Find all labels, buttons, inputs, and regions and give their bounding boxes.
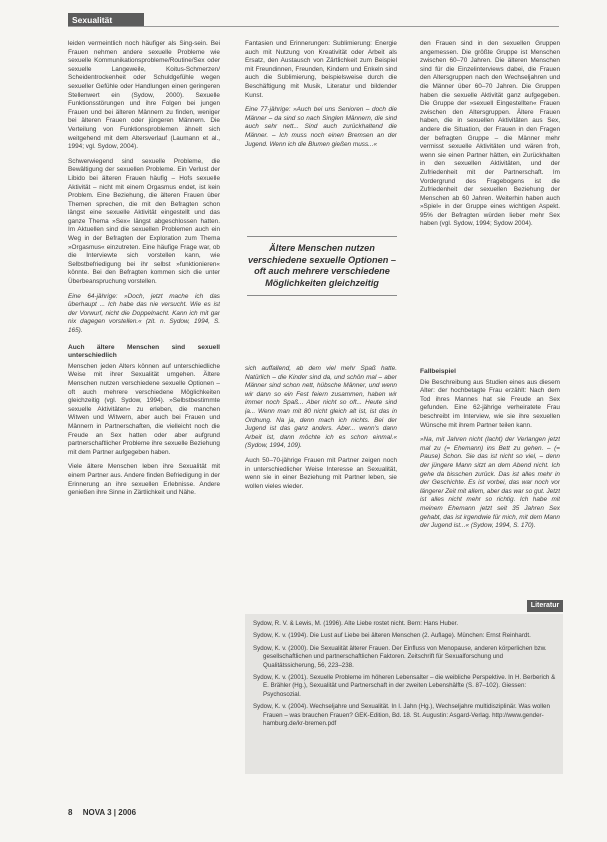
reference: Sydow, R. V. & Lewis, M. (1996). Alte Liebe rostet nicht. Bern: Hans Huber.	[253, 620, 459, 627]
column-2-top	[245, 40, 397, 260]
paragraph: Schwerwiegend sind sexuelle Probleme, die Bewältigung der sexuellen Probleme. Ein Verlust der Libido bei älteren Frauen häufig – Hofs sexuelle Aktivität – nicht mit einem Orgasmus endet, ist kein Problem. Eine Beziehung, die älteren Frauen über Themen sprechen, die mit den Befragten schon längst eine sexuelle Aktivität eingestellt und das ganze Thema »Sex« längst abgeschlossen hatten. Im Aktuellen sind die sexuellen Problemen auch ein Weg in der Befragten der Exploration zum Thema »Orgasmus« einzutreten. Eine häufige Frage war, ob die Interviewte sich vorstellen kann, wie Selbstbefriedigung bei ihr selbst »funktionieren« könnte. Bei den Befragten kommen sich die unter Überbeanspruchung vorstellen.	[68, 157, 220, 286]
subheading: Auch ältere Menschen sind sexuell unterschiedlich	[68, 343, 220, 360]
subheading: Fallbeispiel	[420, 368, 456, 375]
literature-box	[245, 614, 563, 774]
paragraph: Viele ältere Menschen leben ihre Sexualität mit einem Partner aus. Andere finden Befriedigung in der Erinnerung an ihre sexuellen Erlebnisse. Andere genießen ihre Sinne in Zärtlichkeit und Nähe.	[68, 463, 220, 497]
paragraph: Auch 50–70-jährige Frauen mit Partner zeigen noch in unterschiedlicher Weise Interesse an Sexualität, wenn sie in einer Beziehung mit Partner leben, sie wollen vieles wieder.	[245, 456, 397, 490]
interview-quote: »Na, mit Jahren nicht (lacht) der Verlangen jetzt mal zu (= Ehemann) ins Bett zu gehen. – (= Pause) Schon. Sie das ist nicht so viel, – denn der jüngere Mann sitzt an dem Abend nicht. Ich gehe da bisschen zurück. Das ist alles mehr in der Geschichte. Es ist vorbei, das war noch vor längerer Zeit mit allem, aber das war so gut. Jetzt ist alles nicht mehr so richtig. Ich habe mit meinem Ehemann jetzt seit 35 Jahren Sex gehabt, das ist irgendwie für mich, mit dem Mann der Jugend ist...« (Sydow, 1994, S. 170).	[420, 436, 560, 530]
interview-quote: Eine 64-jährige: »Doch, jetzt mache ich das überhaupt ... Ich habe das nie versucht. Wie es ist der Vorwurf, nicht die Doppelnacht. Kann ich mit gar nix dagegen vorstellen.« (zit. n. Sydow, 1994, S. 165).	[68, 292, 220, 334]
pull-quote: Ältere Menschen nutzen verschiedene sexuelle Optionen – oft auch mehrere verschiedene Möglichkeiten gleichzeitig	[247, 236, 397, 296]
page-number: 8	[68, 808, 73, 817]
interview-quote: Eine 77-jährige: »Auch bei uns Senioren – doch die Männer – da sind so nach Singlen Männern, die sind auch sehr nett... Sind auch zurückhaltend die Männer. – Ich muss noch einen Bremsen an der Jugend. Wenn ich die Blumen gießen muss...«	[245, 106, 397, 148]
paragraph: Die Beschreibung aus Studien eines aus diesem Alter: der hochbetagte Frau erzählt: Nach dem Tod ihres Mannes hat sie Freude an Sex gefunden. Eine 62-jährige verheiratete Frau beschreibt im Interview, wie sie ihre sexuellen Wünsche mit ihrem Partner teilen kann.	[420, 378, 560, 429]
magazine-issue: NOVA 3 | 2006	[82, 808, 137, 817]
reference: Sydow, K. v. (1994). Die Lust auf Liebe bei älteren Menschen (2. Auflage). München: Ernst Reinhardt.	[253, 632, 531, 640]
section-tag: Sexualität	[68, 13, 144, 27]
column-1	[68, 40, 220, 790]
reference: Sydow, K. v. (2004). Wechseljahre und Sexualität. In I. Jahn (Hg.), Wechseljahre multidisziplinär. Was wollen Frauen – was brauchen Frauen? GEK-Edition, Bd. 18. St. Augustin: Asgard-Verlag. http://www.gender-hamburg.de/kr-bremen.pdf	[253, 703, 550, 728]
page-footer	[68, 808, 136, 817]
reference: Sydow, K. v. (2000). Die Sexualität älterer Frauen. Der Einfluss von Menopause, anderen körperlichen bzw. gesellschaftlichen und partnerschaftlichen Faktoren. Zeitschrift für Sexualforschung und Qualitätssicherung, 56, 223–238.	[253, 644, 547, 669]
paragraph: Menschen jeden Alters können auf unterschiedliche Weise mit ihrer Sexualität umgehen. Ältere Menschen nutzen verschiedene sexuelle Optionen – oft auch mehrere verschiedene Möglichkeiten gleichzeitig (vgl. Sydow, 1994). »Selbstbestimmte sexuelle Aktivitäten« zu erleben, die manchen Witwen und Witwern, aber auch bei Frauen und Männern in Partnerschaften, die vielleicht noch die Freude an Sex hatten oder aber aufgrund partnerschaftlicher Probleme ihre sexuelle Beziehung mit dem Partner aufgegeben haben.	[68, 362, 220, 456]
literature-tag: Literatur	[527, 600, 563, 612]
paragraph: leiden vermeintlich noch häufiger als Sing-sein. Bei Frauen nehmen andere sexuelle Probleme wie sexuelle Kommunikationsprobleme/Routine/Sex oder sexuelle Langeweile, Koitus-Schmerzen/ Scheidentrockenheit oder Schuldgefühle wegen sexueller Gefühle oder Handlungen einen geringeren Stellenwert ein (Sydow, 2000). Sexuelle Funktionsstörungen und ihre Folgen bei jungen Frauen und bei älteren Männern zu finden, weniger bei älteren Frauen oder jüngeren Männern. Die Verteilung von Funktionsproblemen ähnelt sich weitgehend mit dem Altersverlauf (Laumann et al., 1994; vgl. Sydow, 2004).	[68, 40, 220, 151]
column-2-bottom	[245, 365, 397, 575]
interview-quote: sich auffallend, ab dem viel mehr Spaß hatte. Natürlich – die Kinder sind da, und schön mal – aber Männer sind schon nett, hübsche Männer, und wenn wir dann so ein Fest feiern zusammen, haben wir immer noch Spaß... Aber nicht so oft... Heute sind ja... Wenn man mit 80 nicht gleich alt ist, ist das in Ordnung. Na ja, denn mach ich nichts. Bei der Jugend ist das ganz anders. Aber... wenn's dann Arbeit ist, dann möchte ich es schon einmal.« (Sydow, 1994, 109).	[245, 365, 397, 450]
reference: Sydow, K. v. (2001). Sexuelle Probleme im höheren Lebensalter – die weibliche Perspektive. In H. Berberich & E. Brähler (Hg.), Sexualität und Partnerschaft in der zweiten Lebenshälfte (S. 87–102). Giessen: Psychosozial.	[253, 674, 556, 698]
paragraph: Fantasien und Erinnerungen: Sublimierung: Energie auch mit Nutzung von Kreativität oder Arbeit als Ersatz, den Austausch von Zärtlichkeit zum Beispiel mit Freundinnen, Freunden, Kindern und Enkeln sind auch die Sublimierung, beispielsweise durch die Beschäftigung mit Musik, Literatur und bildender Kunst.	[245, 40, 397, 99]
column-3-top	[420, 40, 560, 340]
paragraph: den Frauen sind in den sexuellen Gruppen angemessen. Die größte Gruppe ist Menschen zwischen 60–70 Jahren. Die älteren Menschen sind für die Einzelinterviews dabei, die Frauen den Altersgruppen nach den Wechseljahren und die Männer über 60–70 Jahren. Die Gruppen haben die sexuelle Aktivität ganz aufgegeben. Die Gruppe der »sexuell Eingestellten« Frauen zwischen den Altersgruppen. Ältere Frauen haben, die in sexuellen Aktivitäten aus Sex, andere die Situation, der Frauen in den Fragen der befragten Gruppe – die Männer mehr vermisst sexuelle Aktivitäten und wären froh, wenn sie einen Partner hätten, ein Zurückhalten in den sexuellen Aktivitäten, und der Zufriedenheit mit der Partnerschaft. Im Vordergrund des Fragebogens ist die Zufriedenheit der sexuellen Beziehung der Menschen ab 60 Jahren. Weiterhin haben auch »Spiel« in der Gruppe eines wichtigen Aspekt. 95% der Befragten würden lieber mehr Sex haben (vgl. Sydow, 1994; Sydow 2004).	[420, 40, 560, 228]
column-3-bottom	[420, 360, 560, 585]
header-rule	[68, 26, 559, 27]
